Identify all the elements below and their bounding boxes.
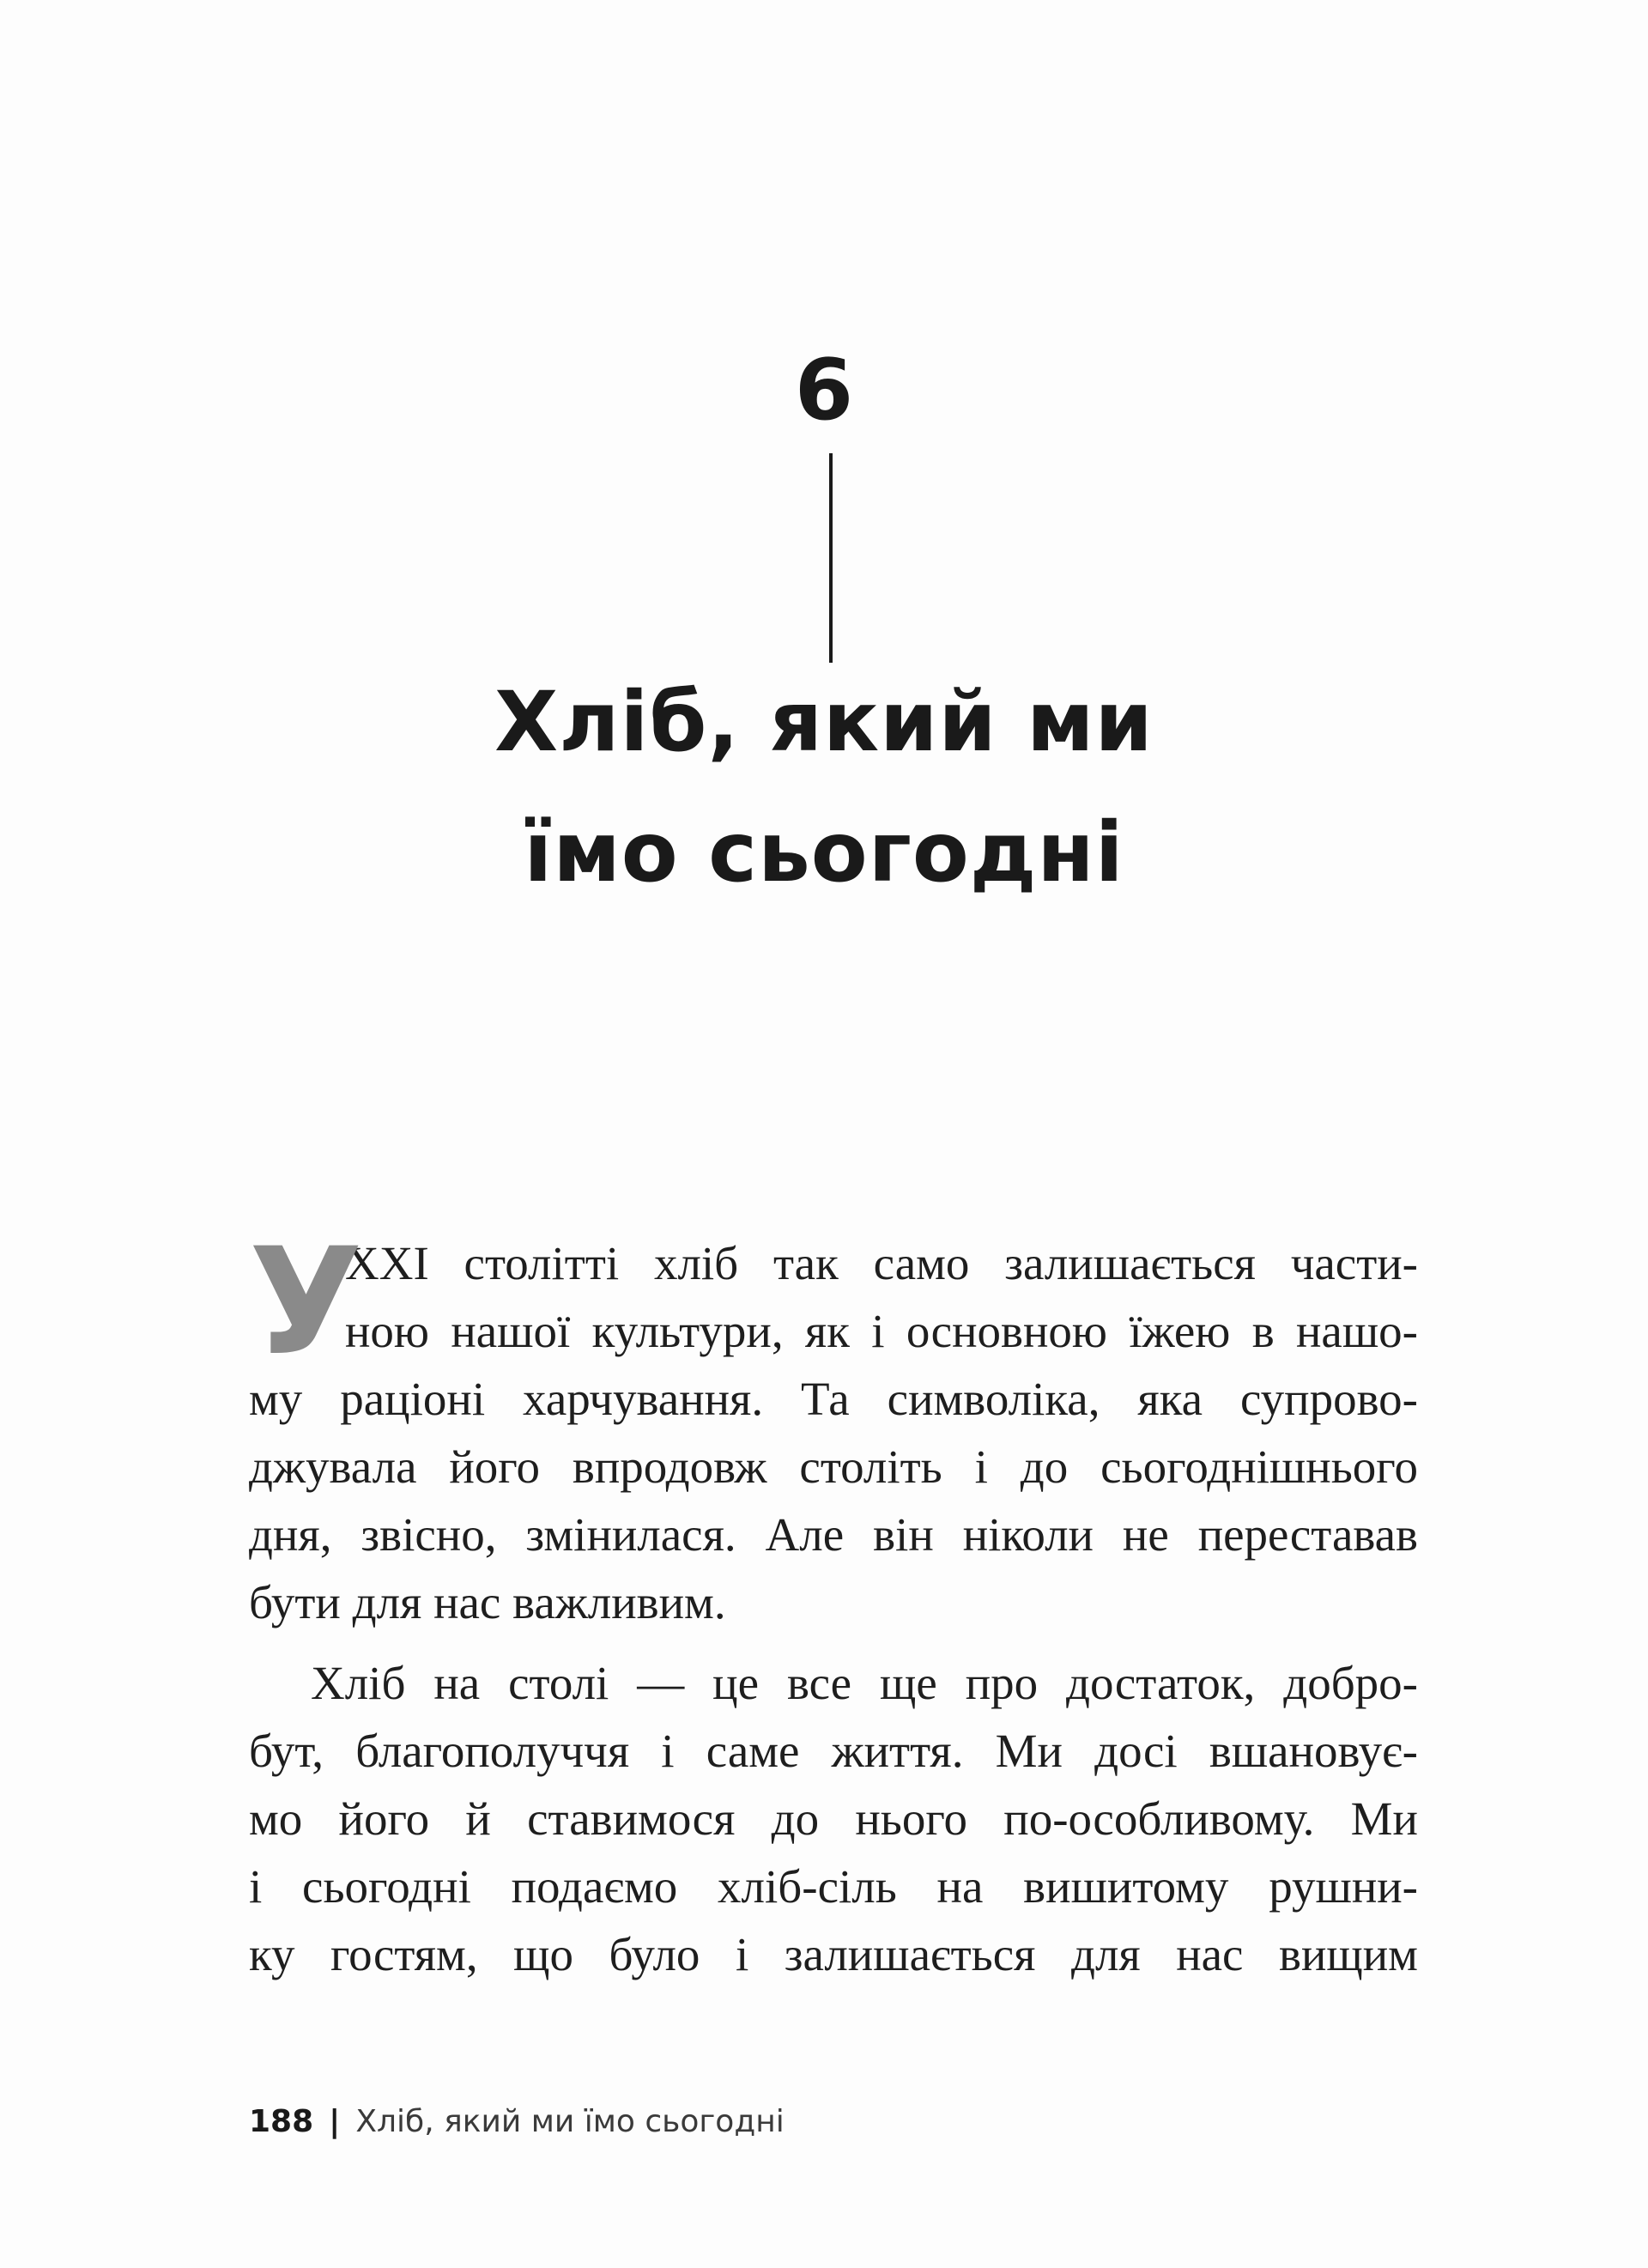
chapter-divider-line: [829, 453, 833, 663]
text-line: бут, благополуччя і саме життя. Ми досі вшановує-: [249, 1725, 1418, 1777]
text-line: ною нашої культури, як і основною їжею в нашо-: [345, 1305, 1418, 1357]
text-line: бути для нас важливим.: [249, 1576, 726, 1628]
chapter-title-line-1: Хліб, який ми: [494, 674, 1154, 770]
paragraph-2: [249, 1649, 1418, 1988]
text-line: ку гостям, що було і залишається для нас вищим: [249, 1928, 1418, 1980]
text-line: XXI столітті хліб так само залишається части-: [345, 1237, 1418, 1289]
text-line: Хліб на столі — це все ще про достаток, добро-: [311, 1657, 1418, 1709]
text-line: мо його й ставимося до нього по-особливому. Ми: [249, 1792, 1418, 1845]
text-line: і сьогодні подаємо хліб-сіль на вишитому рушни-: [249, 1860, 1418, 1913]
paragraph-1: [249, 1216, 1418, 1636]
chapter-title-line-2: їмо сьогодні: [524, 804, 1124, 901]
chapter-title: [0, 657, 1648, 918]
text-line: му раціоні харчування. Та символіка, яка супрово-: [249, 1373, 1418, 1425]
drop-cap: У: [249, 1216, 363, 1388]
body-text: [249, 1216, 1418, 1988]
page-number: 188: [249, 2104, 314, 2139]
footer-separator: |: [329, 2104, 341, 2139]
text-line: дня, звісно, змінилася. Але він ніколи не переставав: [249, 1508, 1418, 1561]
chapter-number: 6: [794, 342, 854, 440]
page-footer: [249, 2101, 785, 2143]
text-line: джувала його впродовж століть і до сьогоднішнього: [249, 1440, 1418, 1493]
running-title: Хліб, який ми їмо сьогодні: [355, 2104, 785, 2139]
